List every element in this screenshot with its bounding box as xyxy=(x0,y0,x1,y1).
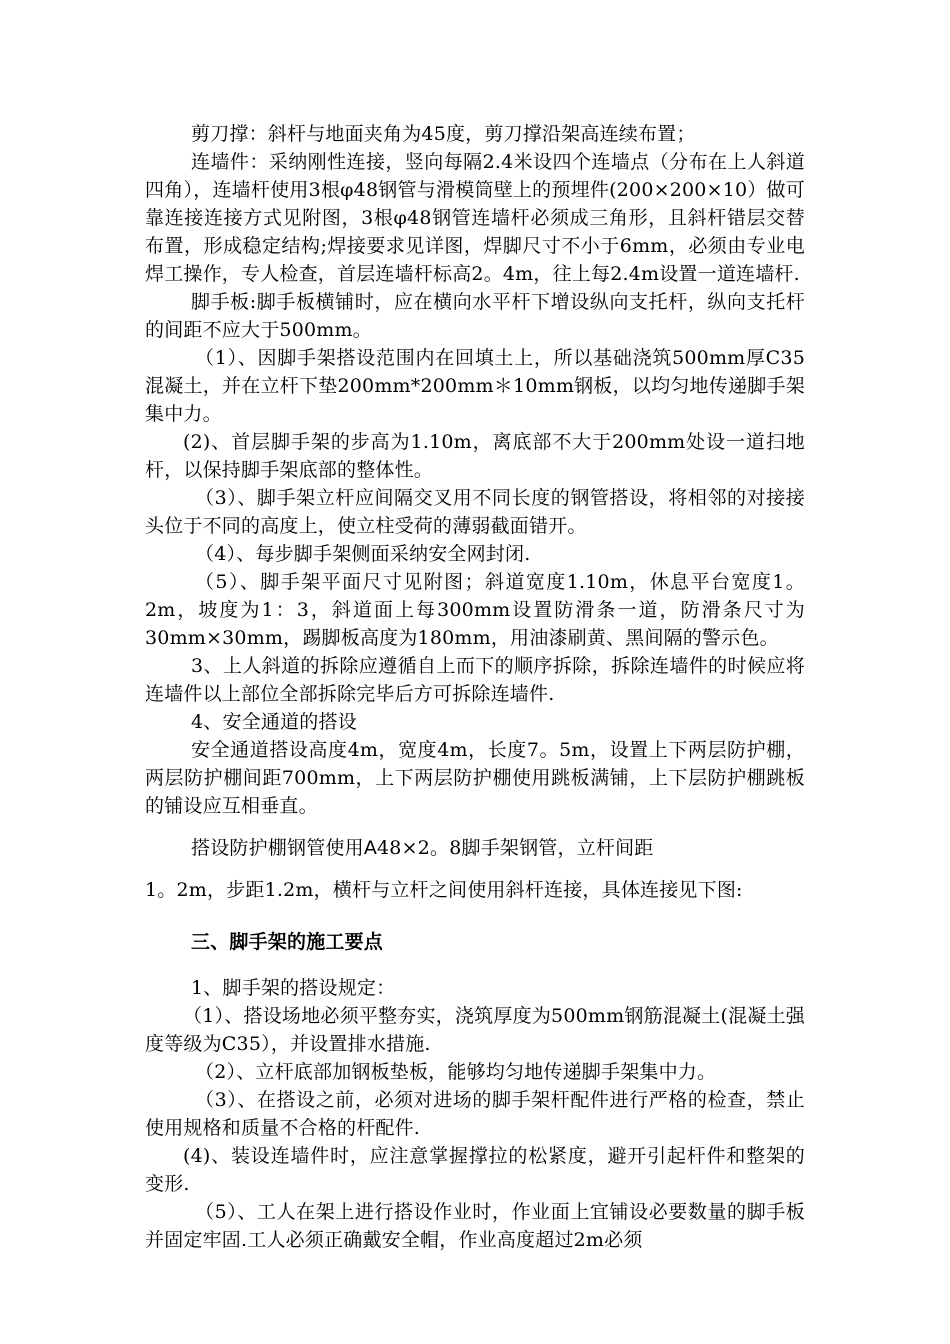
para-rule-1: （1）、搭设场地必须平整夯实，浇筑厚度为500mm钢筋混凝土(混凝土强度等级为C35），并设置排水措施. xyxy=(145,1005,805,1055)
para-item-4: （4）、每步脚手架侧面采纳安全网封闭. xyxy=(195,543,531,565)
para-rules-title: 1、脚手架的搭设规定： xyxy=(191,977,396,999)
para-rule-2: （2）、立杆底部加钢板垫板，能够均匀地传递脚手架集中力。 xyxy=(195,1061,717,1083)
steel-text-pre: 搭设防护棚钢管使用 xyxy=(191,837,364,859)
para-rule-3: （3）、在搭设之前，必须对进场的脚手架杆配件进行严格的检查，禁止使用规格和质量不合格的杆配件. xyxy=(145,1089,805,1139)
para-safe-passage: 安全通道搭设高度4m，宽度4m，长度7。5m，设置上下两层防护棚，两层防护棚间距700mm，上下两层防护棚使用跳板满铺，上下层防护棚跳板的铺设应互相垂直。 xyxy=(145,739,805,817)
para-item-3: （3）、脚手架立杆应间隔交叉用不同长度的钢管搭设，将相邻的对接接头位于不同的高度上，使立柱受荷的薄弱截面错开。 xyxy=(145,487,805,537)
para-wall-ties: 连墙件：采纳刚性连接，竖向每隔2.4米设四个连墙点（分布在上人斜道四角），连墙杆使用3根φ48钢管与滑模筒壁上的预埋件(200×200×10）做可靠连接连接方式见附图，3根φ48钢管连墙杆必须成三角形，且斜杆错层交替布置，形成稳定结构;焊接要求见详图，焊脚尺寸不小于6mm，必须由专业电焊工操作，专人检查，首层连墙杆标高2。4m，往上每2.4m设置一道连墙杆. xyxy=(145,151,805,285)
para-item-5: （5）、脚手架平面尺寸见附图；斜道宽度1.10m，休息平台宽度1。2m，坡度为1：3，斜道面上每300mm设置防滑条一道，防滑条尺寸为30mm×30mm，踢脚板高度为180mm，用油漆刷黄、黑间隔的警示色。 xyxy=(145,571,805,649)
para-scaffold-board: 脚手板:脚手板横铺时，应在横向水平杆下增设纵向支托杆，纵向支托杆的间距不应大于500mm。 xyxy=(145,291,805,341)
para-rule-4: (4)、装设连墙件时，应注意掌握撑拉的松紧度，避开引起杆件和整架的变形. xyxy=(145,1145,805,1195)
para-safe-passage-title: 4、安全通道的搭设 xyxy=(191,711,357,733)
para-steel-pipe xyxy=(145,834,805,862)
para-item-2: (2)、首层脚手架的步高为1.10m，离底部不大于200mm处设一道扫地杆，以保持脚手架底部的整体性。 xyxy=(145,431,805,481)
para-dismantle: 3、上人斜道的拆除应遵循自上而下的顺序拆除，拆除连墙件的时候应将连墙件以上部位全部拆除完毕后方可拆除连墙件. xyxy=(145,655,805,705)
steel-text-post: 48×2。8脚手架钢管，立杆间距 xyxy=(377,837,654,859)
document-body xyxy=(145,120,805,1254)
para-scissor-brace: 剪刀撑：斜杆与地面夹角为45度，剪刀撑沿架高连续布置； xyxy=(191,123,696,145)
para-continuation: 1。2m，步距1.2m，横杆与立杆之间使用斜杆连接，具体连接见下图: xyxy=(145,879,743,901)
section-heading: 三、脚手架的施工要点 xyxy=(191,931,384,953)
pipe-diameter-symbol: A xyxy=(363,837,378,859)
para-item-1: （1）、因脚手架搭设范围内在回填土上，所以基础浇筑500mm厚C35混凝土，并在立杆下垫200mm*200mm＊10mm钢板，以均匀地传递脚手架集中力。 xyxy=(145,347,805,425)
para-rule-5: （5）、工人在架上进行搭设作业时，作业面上宜铺设必要数量的脚手板并固定牢固.工人必须正确戴安全帽，作业高度超过2m必须 xyxy=(145,1201,805,1251)
